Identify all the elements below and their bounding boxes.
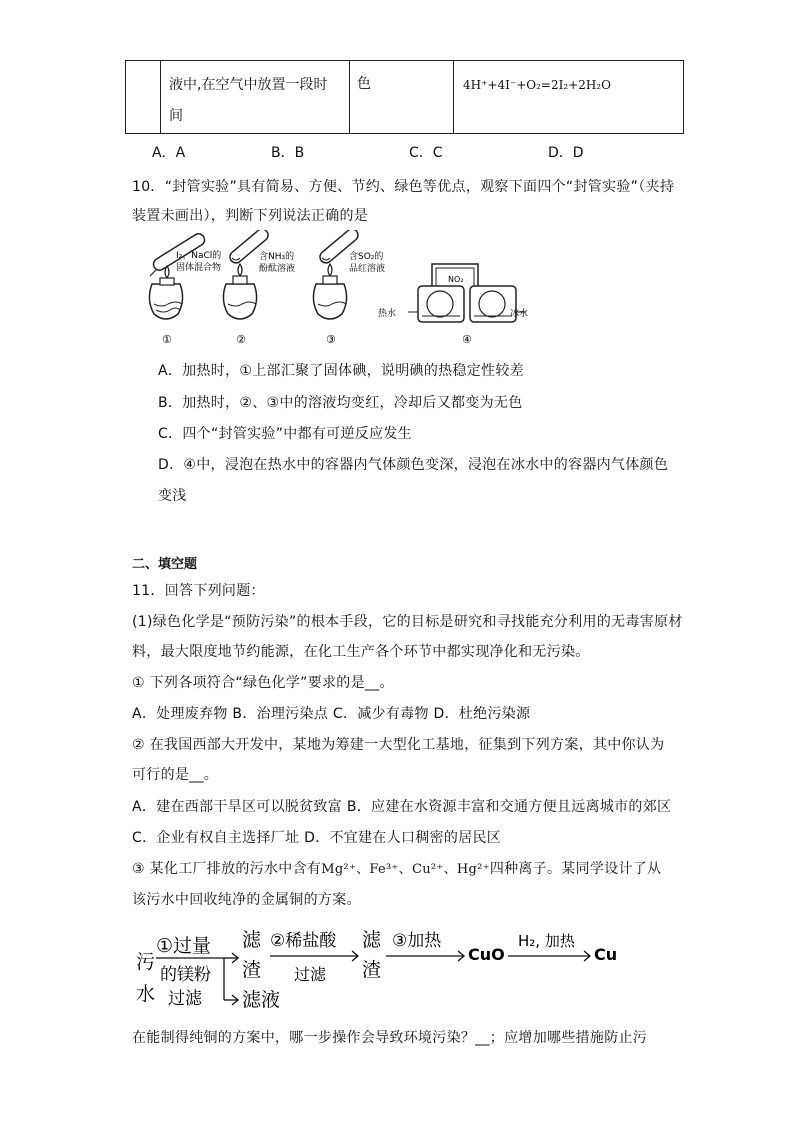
q11-sub1-options: A．处理废弃物 B．治理污染点 C．减少有毒物 D．杜绝污染源 [132, 706, 531, 722]
copper-recovery-flowchart [134, 922, 644, 1017]
section-heading-fill-blank: 二、填空题 [132, 557, 198, 572]
flow-label-shui: 水 [136, 983, 156, 1005]
ionic-equation: 4H⁺+4I⁻+O₂=2I₂+2H₂O [463, 78, 611, 92]
table-cell-color-text: 色 [357, 76, 371, 92]
flow-residue2-bottom: 渣 [362, 959, 382, 981]
q11-sub2-line2: 可行的是__。 [132, 767, 219, 783]
flow-label-wu: 污 [136, 951, 156, 973]
flow-filtrate: 滤液 [242, 989, 281, 1011]
q11-title: 11．回答下列问题： [132, 583, 265, 599]
q11-sub2-line1: ② 在我国西部大开发中，某地为筹建一大型化工基地，征集到下列方案，其中你认为 [132, 737, 665, 753]
flow-step1-a: ①过量 [156, 935, 212, 957]
q9-option-d: D．D [548, 145, 584, 161]
q11-sub3-prefix: ③ 某化工厂排放的污水中含有 [132, 861, 322, 877]
q10-option-a: A．加热时，①上部汇聚了固体碘，说明碘的热稳定性较差 [158, 363, 524, 379]
flow-step4: H₂, 加热 [518, 932, 575, 950]
flow-step2-a: ②稀盐酸 [270, 931, 337, 951]
q10-option-b: B．加热时，②、③中的溶液均变红，冷却后又都变为无色 [158, 395, 523, 411]
q11-sub2-option-ab: A．建在西部干旱区可以脱贫致富 B．应建在水资源丰富和交通方便且远离城市的郊区 [132, 799, 672, 815]
q10-option-d: D．④中，浸泡在热水中的容器内气体颜色变深，浸泡在冰水中的容器内气体颜色 [158, 457, 669, 473]
q11-paragraph-line2: 料，最大限度地节约能源，在化工生产各个环节中都实现净化和无污染。 [132, 644, 590, 660]
sealed-tube-figure [140, 230, 540, 348]
q10-stem-line1: 10．“封管实验”具有简易、方便、节约、绿色等优点，观察下面四个“封管实验”（夹持 [132, 179, 675, 195]
table-cell-empty [126, 61, 161, 134]
flow-residue2-top: 滤 [362, 929, 382, 951]
q11-sub3-suffix: 四种离子。某同学设计了从 [489, 861, 662, 877]
figure-label-1a: I₂、NaCl的 [176, 251, 222, 261]
figure-label-hot-water: 热水 [378, 309, 397, 319]
figure-label-1b: 固体混合物 [176, 263, 222, 273]
apparatus-2 [223, 230, 270, 319]
q11-paragraph-line1: (1)绿色化学是“预防污染”的根本手段，它的目标是研究和寻找能充分利用的无毒害原材 [132, 614, 683, 630]
flow-residue1-bottom: 渣 [242, 959, 262, 981]
figure-label-3a: 含SO₂的 [349, 252, 384, 262]
flow-step2-b: 过滤 [294, 965, 327, 984]
flow-step1-c: 过滤 [168, 989, 202, 1009]
flow-step3: ③加热 [392, 931, 442, 951]
q10-option-d-continued: 变浅 [158, 488, 187, 504]
figure-label-cold-water: 冰水 [509, 309, 528, 319]
ion-list: Mg²⁺、Fe³⁺、Cu²⁺、Hg²⁺ [321, 862, 490, 877]
q11-last-line: 在能制得纯铜的方案中，哪一步操作会导致环境污染？__；应增加哪些措施防止污 [132, 1030, 648, 1046]
apparatus-3 [313, 230, 360, 319]
q9-option-c: C．C [409, 145, 443, 161]
q9-option-a: A．A [152, 145, 186, 161]
flow-step1-b: 的镁粉 [160, 965, 211, 985]
figure-label-2b: 酚酞溶液 [259, 264, 296, 274]
q9-option-b: B．B [271, 145, 305, 161]
flow-residue1-top: 滤 [242, 929, 262, 951]
table-cell-text-1: 液中,在空气中放置一段时 [169, 77, 328, 93]
table-cell-equation [454, 61, 684, 134]
figure-number-3: ③ [326, 333, 336, 346]
figure-number-4: ④ [462, 333, 472, 346]
figure-number-1: ① [162, 333, 172, 346]
apparatus-4 [408, 264, 526, 322]
figure-label-3b: 品红溶液 [349, 264, 386, 274]
table-cell-color [350, 61, 454, 134]
table-cell-phenomenon [161, 61, 350, 134]
q10-stem-line2: 装置未画出），判断下列说法正确的是 [132, 208, 369, 224]
flow-product-cu: Cu [594, 945, 618, 964]
q11-sub2-option-cd: C．企业有权自主选择厂址 D．不宜建在人口稠密的居民区 [132, 830, 502, 846]
q11-sub3-line1 [132, 858, 661, 878]
q11-sub3-line2: 该污水中回收纯净的金属铜的方案。 [132, 892, 361, 908]
q11-sub1: ① 下列各项符合“绿色化学”要求的是__。 [132, 675, 394, 691]
figure-number-2: ② [236, 333, 246, 346]
flow-product-cuo: CuO [468, 945, 505, 964]
figure-label-2a: 含NH₃的 [259, 252, 295, 262]
table-cell-text-2: 间 [169, 108, 183, 124]
apparatus-1 [149, 232, 206, 319]
figure-label-no2: NO₂ [448, 275, 464, 284]
answer-table [125, 60, 684, 134]
q10-option-c: C．四个“封管实验”中都有可逆反应发生 [158, 426, 412, 442]
